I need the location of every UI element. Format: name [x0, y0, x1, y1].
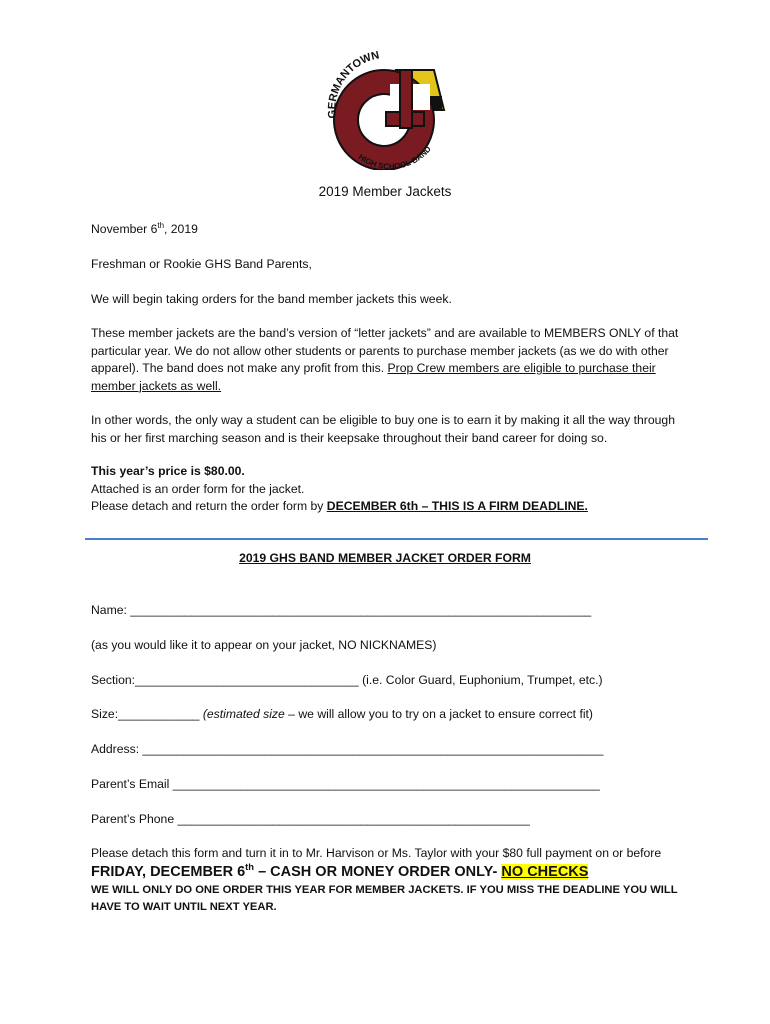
letter-paragraph-2: These member jackets are the band’s version of “letter jackets” and are available to MEMBERS ONLY of that particular year. We do not allow other students or parents to purchase member jackets (as we do with other apparel). The band does not make any profit from this. Prop Crew members are eligible to purchase their member jackets as well.: [91, 326, 679, 393]
firm-deadline: DECEMBER 6th – THIS IS A FIRM DEADLINE.: [326, 499, 588, 514]
detach-line: Please detach and return the order form by DECEMBER 6th – THIS IS A FIRM DEADLINE.: [91, 499, 588, 514]
prop-crew-note: Prop Crew members are eligible to purchase their member jackets as well.: [91, 361, 656, 393]
name-note: (as you would like it to appear on your jacket, NO NICKNAMES): [91, 638, 437, 652]
detach-divider: [85, 538, 708, 540]
order-form-title: 2019 GHS BAND MEMBER JACKET ORDER FORM: [239, 551, 531, 565]
letter-paragraph-3: In other words, the only way a student can be eligible to buy one is to earn it by making it all the way through his or her first marching season and is their keepsake throughout their band career for doing so.: [91, 413, 675, 445]
address-field[interactable]: Address: ____________________________________________________________________: [91, 742, 604, 756]
price-line: This year’s price is $80.00.: [91, 464, 245, 478]
logo-top-text: GERMANTOWN: [326, 49, 381, 119]
letter-greeting: Freshman or Rookie GHS Band Parents,: [91, 257, 312, 271]
attached-line: Attached is an order form for the jacket.: [91, 481, 305, 496]
name-field[interactable]: Name: ____________________________________________________________________: [91, 603, 592, 617]
letter-title: 2019 Member Jackets: [318, 184, 452, 199]
logo-bottom-text: HIGH SCHOOL BAND: [356, 144, 433, 170]
logo-i-stem: [400, 70, 412, 128]
band-logo: [318, 40, 458, 170]
section-field[interactable]: Section:_________________________________ (i.e. Color Guard, Euphonium, Trumpet, etc.): [91, 673, 603, 687]
no-checks-highlight: NO CHECKS: [501, 864, 589, 880]
size-field[interactable]: Size:____________ (estimated size – we will allow you to try on a jacket to ensure correct fit): [91, 707, 593, 721]
final-warning: WE WILL ONLY DO ONE ORDER THIS YEAR FOR MEMBER JACKETS. IF YOU MISS THE DEADLINE YOU WILL HAVE TO WAIT UNTIL NEXT YEAR.: [91, 884, 678, 913]
deadline-line: FRIDAY, DECEMBER 6th – CASH OR MONEY ORDER ONLY- NO CHECKS: [91, 861, 589, 880]
payment-instructions: Please detach this form and turn it in to Mr. Harvison or Ms. Taylor with your $80 full payment on or before: [91, 846, 662, 860]
letter-price-block: [91, 463, 691, 516]
letter-date: November 6th, 2019: [91, 220, 198, 236]
letter-paragraph-1: We will begin taking orders for the band member jackets this week.: [91, 292, 452, 306]
parent-email-field[interactable]: Parent’s Email _______________________________________________________________: [91, 777, 600, 791]
parent-phone-field[interactable]: Parent’s Phone ____________________________________________________: [91, 812, 530, 826]
